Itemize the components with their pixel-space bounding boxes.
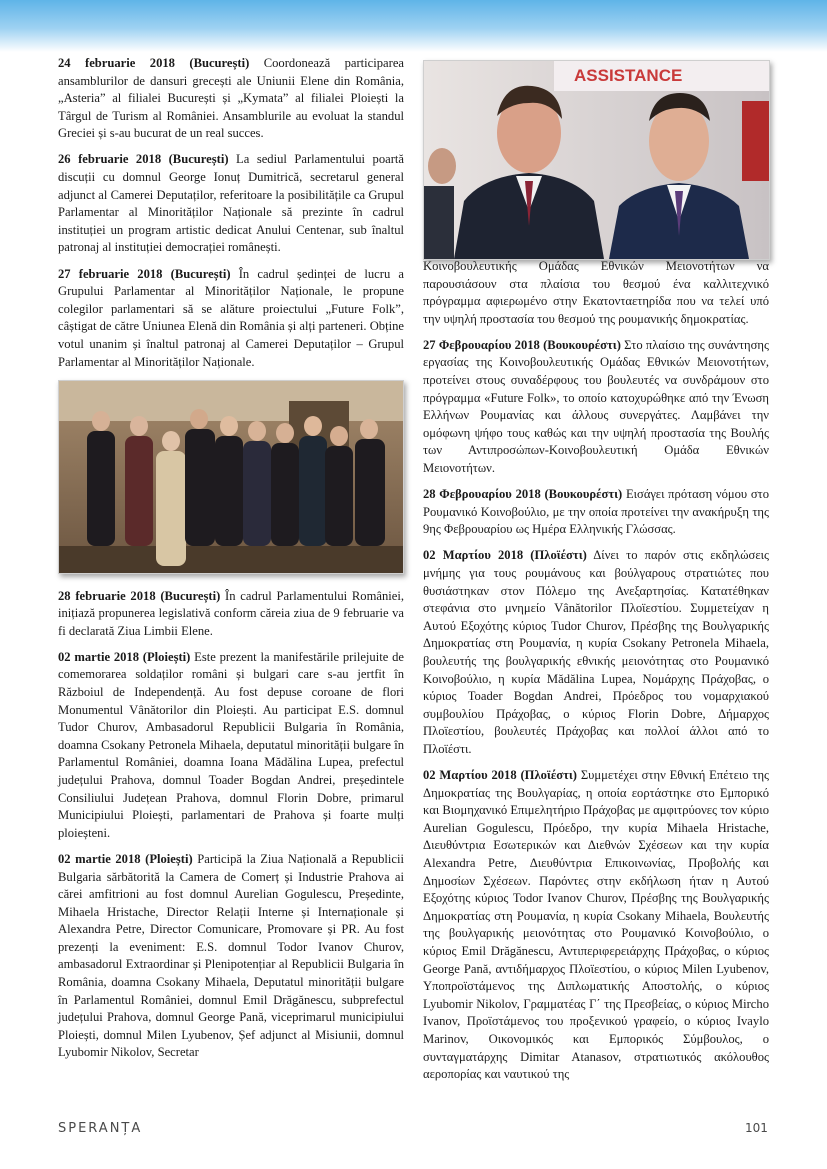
entry-text: În cadrul ședinței de lucru a Grupului Parlamentar al Minorităților Naționale, le propune colegilor parlamentari să se alăture proiectului „Future Folk”, câștigat de către Uniunea Elenă din România și alți parteneri. Obține votul unanim și înaltul patronaj al Camerei Deputaților – Grupul Parlamentar al Minorităților Naționale.: [58, 266, 405, 369]
entry-date: 28 Φεβρουαρίου 2018 (Βουκουρέστι): [423, 487, 623, 502]
entry-text: Στο πλαίσιο της συνάντησης εργασίας της Κοινοβουλευτικής Ομάδας Εθνικών Μειονοτήτων, προτείνει στους συναδέρφους του βουλευτές να συνδράμουν στο πρόγραμμα «Future Folk», το οποίο κατοχυρώθηκε από την Ένωση Ελλήνων Ρουμανίας και άλλους συνεργάτες. Λαμβάνει την ομόφωνη ψήφο τους καθώς και την υψηλή προστασία της Βουλής των Αντιπροσώπων-Κοινοβουλευτική Ομάδα Εθνικών Μειονοτήτων.: [423, 337, 769, 476]
entry-date: 27 februarie 2018 (București): [58, 266, 231, 281]
entry-text: Este prezent la manifestările prilejuite de comemorarea soldaților români și bulgari care s-au jertfit în Războiul de Independență. Au fost depuse coroane de flori Monumentul Vânătorilor din Ploiești. Au participat E.S. domnul Tudor Churov, Ambasadorul Republicii Bulgaria în România, doamna Csokany Petronela Mihaela, deputatul minorității bulgare în Parlamentul României, doamna Ioana Mădălina Lupea, prefectul județului Prahova, domnul Toader Bogdan Andrei, președintele Consiliului Județean Prahova, domnul Florin Dobre, primarul Municipiului Ploiești, parlamentari de Prahova și foarte mulți ploieșteni.: [58, 649, 404, 840]
entry-text: Δίνει το παρόν στις εκδηλώσεις μνήμης για τους ρουμάνους και βούλγαρους στρατιώτες που θυσιάστηκαν στον Πόλεμο της Ανεξαρτησίας. Κατατέθηκαν στεφάνια στο μνημείο Vânătorilor Πλοϊεστίου. Συμμετείχαν η Αυτού Εξοχότης κύριος Tudor Churov, Πρέσβης της Βουλγαρικής Δημοκρατίας στη Ρουμανία, η κυρία Csokany Petronela Mihaela, βουλευτής της βουλγαρικής εθνικής μειονότητας στο Ρουμανικό Κοινοβούλιο, η κυρία Mădălina Lupea, Νομάρχης Πράχοβας, ο κύριος Toader Bogdan Andrei, Πρόεδρος του νομαρχιακού συμβουλίου Πράχοβας, ο κύριος Florin Dobre, Δήμαρχος Πλοϊεστίου, βουλευτές Πράχοβας και πολλοί άλλοι από το Πλοϊέστι.: [423, 548, 769, 756]
entry-date: 02 martie 2018 (Ploiești): [58, 851, 193, 866]
entry-date: 27 Φεβρουαρίου 2018 (Βουκουρέστι): [423, 337, 621, 352]
entry-paragraph: [423, 486, 769, 539]
entry-paragraph: [423, 337, 769, 478]
entry-date: 02 martie 2018 (Ploiești): [58, 649, 191, 664]
entry-paragraph: [58, 151, 404, 257]
continuation-paragraph: Κοινοβουλευτικής Ομάδας Εθνικών Μειονοτήτων να παρουσιάσουν στα πλαίσια του θεσμού ένα καλλιτεχνικό πρόγραμμα αφιερωμένο στην Εκατονταετηρίδα που να τελεί υπό την υψηλή προστασία του θεσμού της ρουμανικής δημοκρατίας.: [423, 259, 769, 326]
page-number: 101: [745, 1121, 768, 1135]
entry-text: În cadrul Parlamentului României, inițiază propunerea legislativă conform căreia ziua de 9 februarie va fi declarată Ziua Limbii Elene.: [58, 588, 404, 638]
entry-paragraph: [423, 547, 769, 758]
left-column: [58, 55, 404, 1071]
entry-paragraph: [58, 266, 404, 372]
entry-paragraph: [58, 851, 404, 1062]
entry-date: 26 februarie 2018 (București): [58, 152, 229, 167]
entry-date: 28 februarie 2018 (București): [58, 588, 221, 603]
group-photo: [58, 380, 404, 574]
entry-date: 02 Μαρτίου 2018 (Πλοϊέστι): [423, 548, 587, 563]
portrait-photo: [423, 60, 770, 260]
entry-text: La sediul Parlamentului poartă discuții cu domnul George Ionuț Dumitrică, secretarul general adjunct al Camerei Deputaților, referitoare la posibilitățile ca Grupul Parlamentar al Minorităților Naționale să prezinte în cadrul instituției un program artistic dedicat Anului Centenar, sub înaltul patronaj al instituției democrației românești.: [58, 152, 404, 255]
banner-text: ASSISTANCE: [574, 66, 683, 85]
entry-date: 24 februarie 2018 (București): [58, 56, 250, 70]
right-column: [423, 258, 769, 1092]
magazine-name: SPERANȚA: [58, 1121, 143, 1136]
entry-paragraph: [58, 588, 404, 641]
entry-date: 02 Μαρτίου 2018 (Πλοϊέστι): [423, 768, 577, 783]
entry-text: Εισάγει πρόταση νόμου στο Ρουμανικό Κοινοβούλιο, με την οποία προτείνει την ανακήρυξη της 9ης Φεβρουαρίου ως Ημέρα Ελληνικής Γλώσσας.: [423, 487, 770, 537]
entry-text: Participă la Ziua Națională a Republicii Bulgaria sărbătorită la Camera de Comerț și Industrie Prahova ai cărei amfitrioni au fost domnul Aurelian Gogulescu, Președinte, Mihaela Hristache, Director Relații Interne și Internaționale și Alexandra Petre, Director Comunicare, Promovare și PR. Au fost prezenți la eveniment: E.S. domnul Todor Ivanov Churov, ambasadorul Extraordinar și Plenipotențiar al Republicii Bulgaria în România, doamna Csokany Mihaela, Deputatul minorității bulgare în Parlamentul României, domnul Emil Drăgănescu, subprefectul județului Prahova, domnul George Pană, viceprimarul municipiului Ploiești, domnul Milen Lyubenov, Șef adjunct al Misiunii, domnul Lyubomir Nikolov, Secretar: [58, 851, 404, 1060]
entry-text: Συμμετέχει στην Εθνική Επέτειο της Δημοκρατίας της Βουλγαρίας, η οποία εορτάστηκε στο Εμπορικό και Βιομηχανικό Επιμελητήριο Πράχοβας με αμφιτρύονες τον κύριο Aurelian Gogulescu, Πρόεδρο, την κυρία Mihaela Hristache, Διευθύντρια Εσωτερικών και Διεθνών Σχέσεων και την κυρία Alexandra Petre, Διευθύντρια Επικοινωνίας, Προβολής και Δημοσίων Σχέσεων. Παρόντες στην εκδήλωση ήταν η Αυτού Εξοχότης κύριος Todor Ivanov Churov, Πρέσβης της Βουλγαρικής Δημοκρατίας στη Ρουμανία, η κυρία Csokany Mihaela, Βουλευτής της βουλγαρικής μειονότητας στο Ρουμανικό Κοινοβούλιο, ο κύριος Emil Drăgănescu, Αντιπεριφερειάρχης Πράχοβας, ο κύριος George Pană, αντιδήμαρχος Πλοϊεστίου, ο κύριος Milen Lyubenov, Υποπροϊστάμενος της Διπλωματικής Αποστολής, ο κύριος Lyubomir Nikolov, Γραμματέας Γ΄ της Πρεσβείας, ο κύριος Mircho Ivanov, Προϊστάμενος του προξενικού γραφείο, ο κύριος Ivaylo Marinov, Οικονομικός και Εμπορικός Σύμβουλος, ο συνταγματάρχης Dimitar Atanasov, στρατιωτικός ακόλουθος αεροπορίας και ναυτικού της: [423, 768, 770, 1082]
entry-paragraph: [423, 767, 769, 1084]
entry-paragraph: [58, 649, 404, 843]
entry-paragraph: [58, 55, 404, 143]
header-color-band: [0, 0, 827, 52]
entry-text: Coordonează participarea ansamblurilor de dansuri grecești ale Uniunii Elene din România, „Asteria” al filialei București și „Kymata” al filialei Ploiești la Târgul de Turism al României. Ansamblurile au evoluat la standul Greciei și s-au bucurat de un real succes.: [58, 56, 404, 141]
